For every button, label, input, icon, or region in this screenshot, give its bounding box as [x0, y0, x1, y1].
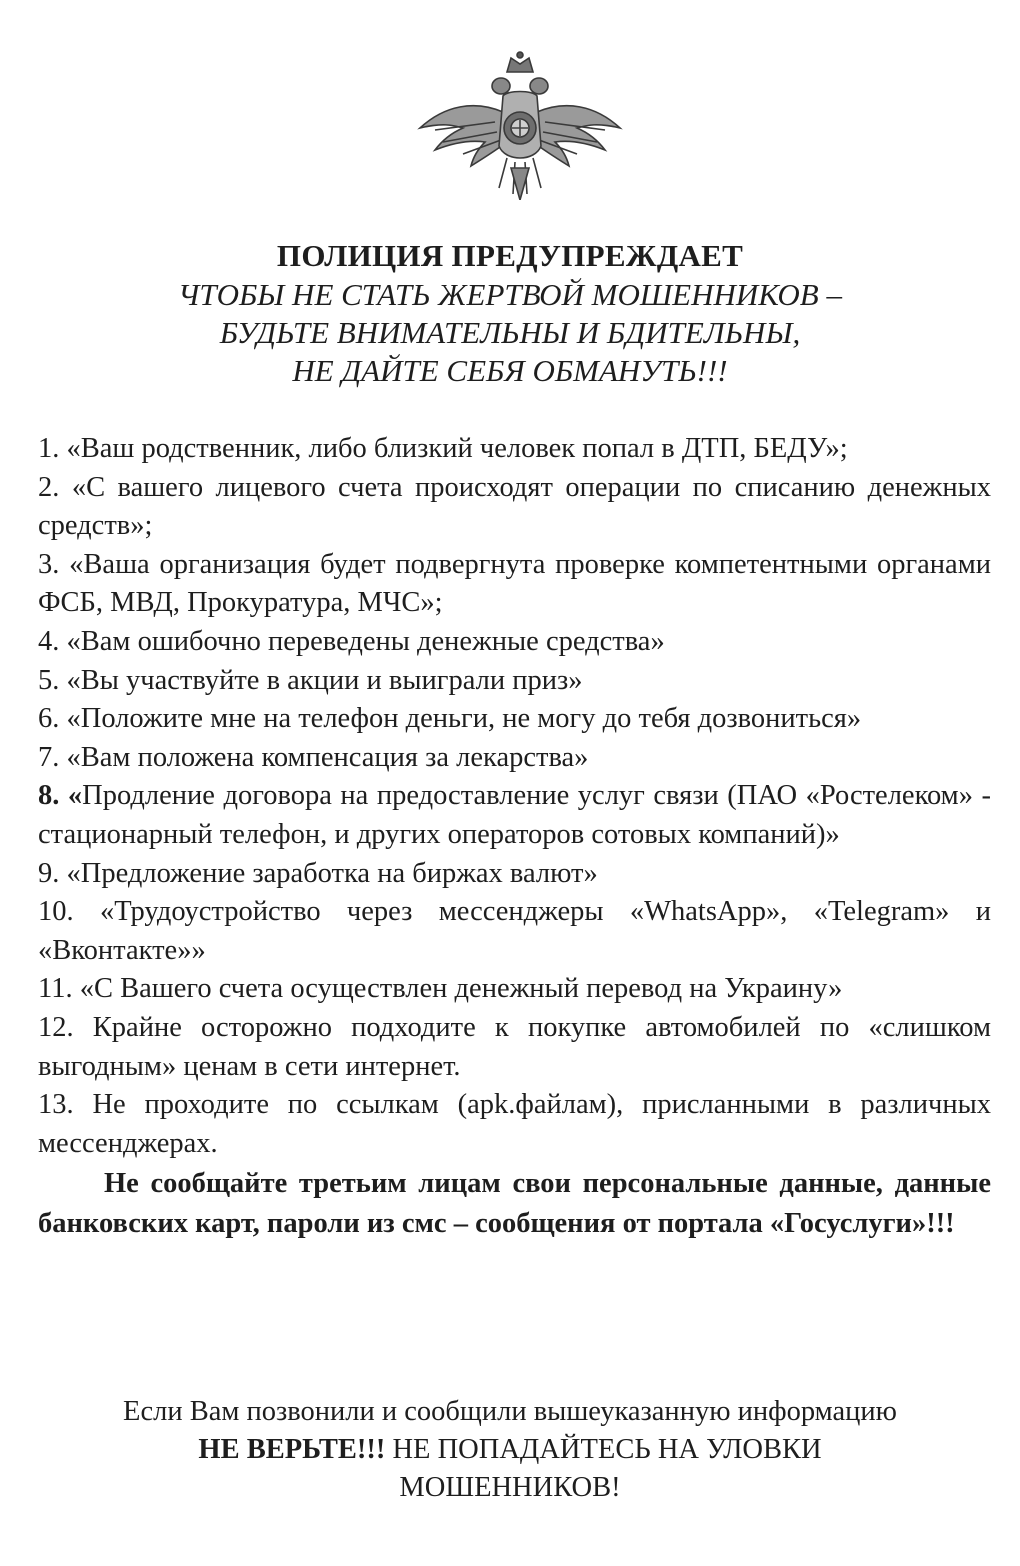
- list-item: 2. «С вашего лицевого счета происходят операции по списанию денежных средств»;: [38, 471, 991, 542]
- dont-believe-text: НЕ ВЕРЬТЕ!!!: [198, 1434, 386, 1465]
- notice-title: ПОЛИЦИЯ ПРЕДУПРЕЖДАЕТ: [276, 238, 744, 273]
- fraud-scenario-list: [38, 430, 991, 1244]
- list-item: 6. «Положите мне на телефон деньги, не могу до тебя дозвониться»: [38, 703, 862, 735]
- list-item: 9. «Предложение заработка на биржах валют»: [38, 857, 598, 889]
- footer-line-2: НЕ ВЕРЬТЕ!!! НЕ ПОПАДАЙТЕСЬ НА УЛОВКИ: [198, 1434, 822, 1465]
- notice-subtitle-line-1: ЧТОБЫ НЕ СТАТЬ ЖЕРТВОЙ МОШЕННИКОВ –: [178, 277, 842, 312]
- list-item: 5. «Вы участвуйте в акции и выиграли приз»: [38, 664, 583, 696]
- list-item: 13. Не проходите по ссылкам (apk.файлам), присланными в различных мессенджерах.: [38, 1089, 991, 1159]
- list-item: 10. «Трудоустройство через мессенджеры «WhatsApp», «Telegram» и «Вконтакте»»: [38, 896, 991, 966]
- list-item: 7. «Вам положена компенсация за лекарства»: [38, 741, 589, 773]
- personal-data-warning: Не сообщайте третьим лицам свои персональные данные, данные банковских карт, пароли из смс – сообщения от портала «Госуслуги»!!!: [38, 1168, 991, 1240]
- footer-line-1: Если Вам позвонили и сообщили вышеуказанную информацию: [123, 1396, 897, 1427]
- list-item: 11. «С Вашего счета осуществлен денежный перевод на Украину»: [38, 973, 843, 1005]
- notice-footer: [0, 1393, 1020, 1507]
- list-item: 8. «Продление договора на предоставление услуг связи (ПАО «Ростелеком» - стационарный телефон, и других операторов сотовых компаний)»: [38, 780, 991, 850]
- notice-subtitle-line-2: БУДЬТЕ ВНИМАТЕЛЬНЫ И БДИТЕЛЬНЫ,: [219, 315, 801, 350]
- notice-subtitle-line-3: НЕ ДАЙТЕ СЕБЯ ОБМАНУТЬ!!!: [292, 353, 728, 388]
- police-emblem-icon: [415, 50, 625, 200]
- notice-heading: [0, 236, 1020, 390]
- list-item: 1. «Ваш родственник, либо близкий человек попал в ДТП, БЕДУ»;: [38, 433, 848, 464]
- list-item: 3. «Ваша организация будет подвергнута проверке компетентными органами ФСБ, МВД, Прокуратура, МЧС»;: [38, 548, 991, 619]
- footer-line-3: МОШЕННИКОВ!: [399, 1472, 621, 1503]
- list-item: 4. «Вам ошибочно переведены денежные средства»: [38, 625, 665, 657]
- list-item: 12. Крайне осторожно подходите к покупке автомобилей по «слишком выгодным» ценам в сети интернет.: [38, 1011, 991, 1082]
